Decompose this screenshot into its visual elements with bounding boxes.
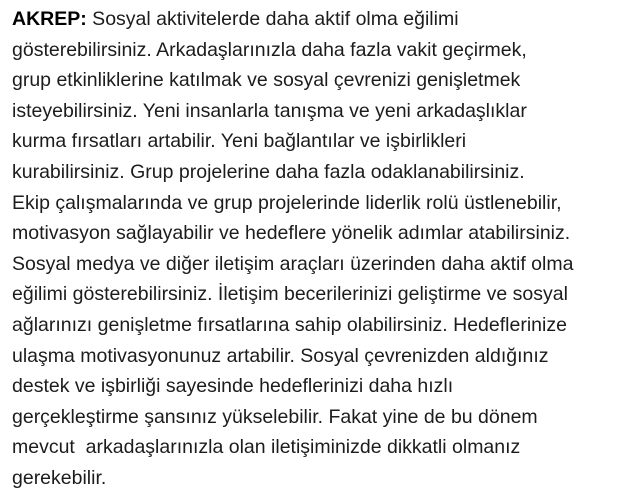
- paragraph-line-13: destek ve işbirliği sayesinde hedeflerinizi daha hızlı: [12, 375, 454, 398]
- paragraph-line-12: ulaşma motivasyonunuz artabilir. Sosyal çevrenizden aldığınız: [12, 344, 549, 367]
- paragraph-line-9: Sosyal medya ve diğer iletişim araçları üzerinden daha aktif olma: [12, 252, 574, 275]
- paragraph-line-6: kurabilirsiniz. Grup projelerine daha fazla odaklanabilirsiniz.: [12, 160, 525, 183]
- paragraph-line-14: gerçekleştirme şansınız yükselebilir. Fakat yine de bu dönem: [12, 405, 538, 428]
- paragraph-line-15: mevcut arkadaşlarınızla olan iletişiminizde dikkatli olmanız: [12, 436, 521, 459]
- paragraph-line-2: gösterebilirsiniz. Arkadaşlarınızla daha fazla vakit geçirmek,: [12, 38, 527, 61]
- paragraph-line-1-text: Sosyal aktivitelerde daha aktif olma eğilimi: [86, 8, 459, 30]
- paragraph-line-4: isteyebilirsiniz. Yeni insanlarla tanışma ve yeni arkadaşlıklar: [12, 99, 527, 122]
- paragraph-line-11: ağlarınızı genişletme fırsatlarına sahip olabilirsiniz. Hedeflerinize: [12, 313, 567, 336]
- paragraph-line-1: [12, 4, 612, 35]
- zodiac-sign-label: AKREP:: [12, 8, 87, 30]
- paragraph-line-8: motivasyon sağlayabilir ve hedeflere yönelik adımlar atabilirsiniz.: [12, 222, 571, 245]
- paragraph-line-16: gerekebilir.: [12, 466, 107, 489]
- paragraph-line-3: grup etkinliklerine katılmak ve sosyal çevrenizi genişletmek: [12, 69, 521, 92]
- horoscope-paragraph: [12, 4, 612, 494]
- paragraph-line-7: Ekip çalışmalarında ve grup projelerinde liderlik rolü üstlenebilir,: [12, 191, 562, 214]
- paragraph-line-5: kurma fırsatları artabilir. Yeni bağlantılar ve işbirlikleri: [12, 130, 467, 153]
- paragraph-line-10: eğilimi gösterebilirsiniz. İletişim becerilerinizi geliştirme ve sosyal: [12, 283, 568, 306]
